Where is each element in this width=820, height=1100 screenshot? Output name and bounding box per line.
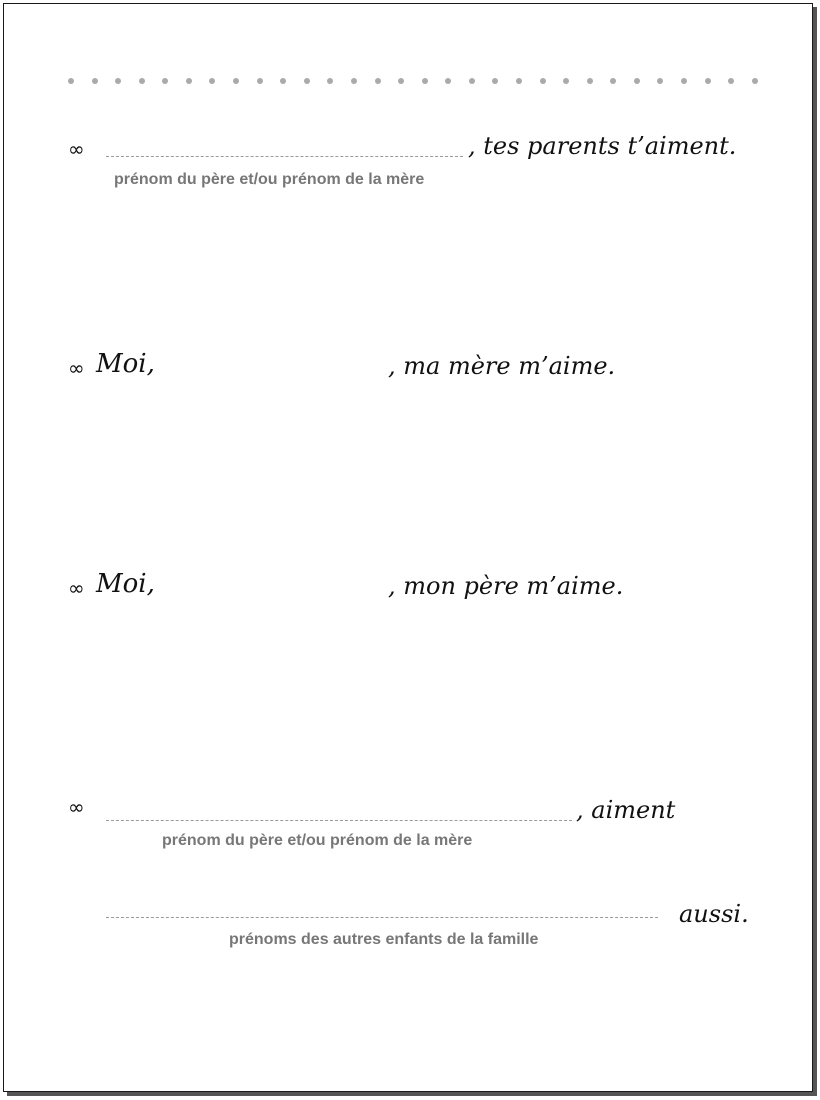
parents-name-blank[interactable] [106, 156, 463, 157]
infinity-bullet-icon: ∞ [68, 356, 85, 380]
line1-hint: prénom du père et/ou prénom de la mère [114, 171, 425, 188]
line3-text: , mon père m’aime. [388, 572, 624, 600]
line5-hint: prénoms des autres enfants de la famille [229, 931, 539, 948]
line4-hint: prénom du père et/ou prénom de la mère [162, 832, 473, 849]
infinity-bullet-icon: ∞ [68, 795, 85, 819]
line4-text: , aiment [576, 796, 676, 824]
line1-text: , tes parents t’aiment. [468, 132, 737, 160]
line2-prefix: Moi, [96, 349, 155, 379]
line3-prefix: Moi, [96, 569, 155, 599]
line5-text: aussi. [679, 900, 749, 928]
line2-text: , ma mère m’aime. [388, 352, 616, 380]
infinity-bullet-icon: ∞ [68, 576, 85, 600]
infinity-bullet-icon: ∞ [68, 137, 85, 161]
child-name-blank-mother[interactable] [159, 349, 387, 381]
parents-name-blank-2[interactable] [106, 820, 572, 821]
child-name-blank-father[interactable] [159, 569, 387, 601]
siblings-names-blank[interactable] [106, 917, 658, 918]
worksheet-page [3, 3, 813, 1092]
dotted-divider [68, 76, 758, 86]
